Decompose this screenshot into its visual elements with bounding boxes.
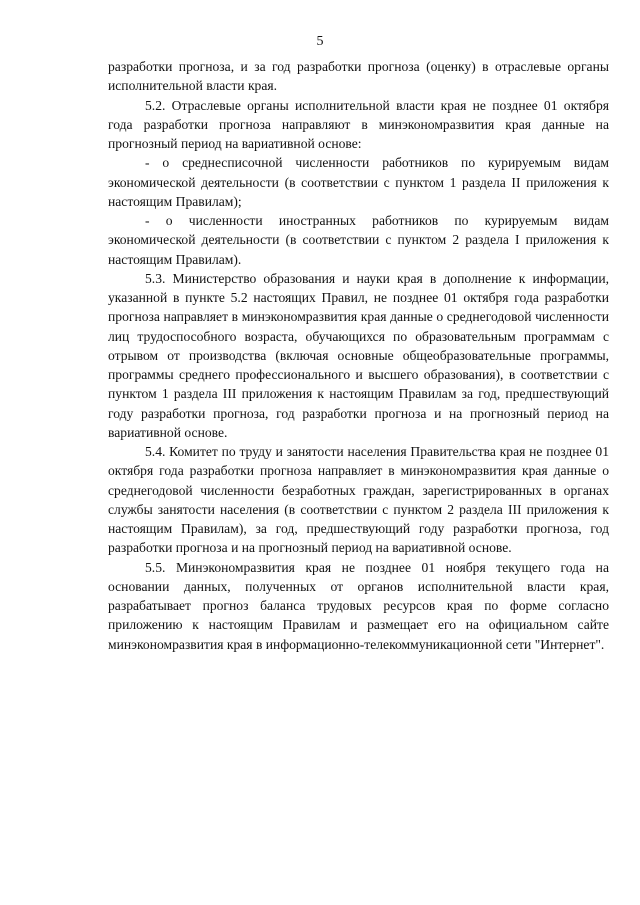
list-item-average-headcount: - о среднесписочной численности работников по курируемым видам экономической деятельности (в соответствии с пунктом 1 раздела II приложения к настоящим Правилам); [108,155,609,209]
paragraph-5-4: 5.4. Комитет по труду и занятости населения Правительства края не позднее 01 октября года разработки прогноза направляет в минэкономразвития края данные о среднегодовой численности безработных граждан, зарегистрированных в органах службы занятости населения (в соответствии с пунктом 2 раздела III приложения к настоящим Правилам), за год, предшествующий году разработки прогноза, год разработки прогноза и на прогнозный период на вариативной основе. [108,444,609,556]
paragraph-5-5: 5.5. Минэкономразвития края не позднее 01 ноября текущего года на основании данных, полученных от органов исполнительной власти края, разрабатывает прогноз баланса трудовых ресурсов края по форме согласно приложению к настоящим Правилам и размещает его на официальном сайте минэкономразвития края в информационно-телекоммуникационной сети "Интернет". [108,559,609,652]
paragraph-5-2: 5.2. Отраслевые органы исполнительной власти края не позднее 01 октября года разработки прогноза направляют в минэкономразвития края данные на прогнозный период на вариативной основе: [108,97,609,151]
paragraph-continuation: разработки прогноза, и за год разработки прогноза (оценку) в отраслевые органы исполнительной власти края. [108,59,609,94]
document-body [108,57,609,654]
paragraph-5-3: 5.3. Министерство образования и науки края в дополнение к информации, указанной в пункте 5.2 настоящих Правил, не позднее 01 октября года разработки прогноза направляет в минэкономразвития края данные о среднегодовой численности лиц трудоспособного возраста, обучающихся по образовательным программам с отрывом от производства (включая основные общеобразовательные программы, программы среднего профессионального и высшего образования), в соответствии с пунктом 1 раздела III приложения к настоящим Правилам за год, предшествующий году разработки прогноза, год разработки прогноза и на прогнозный период на вариативной основе. [108,270,609,440]
page-number: 5 [316,34,324,49]
list-item-foreign-workers: - о численности иностранных работников по курируемым видам экономической деятельности (в соответствии с пунктом 2 раздела I приложения к настоящим Правилам). [108,213,609,267]
